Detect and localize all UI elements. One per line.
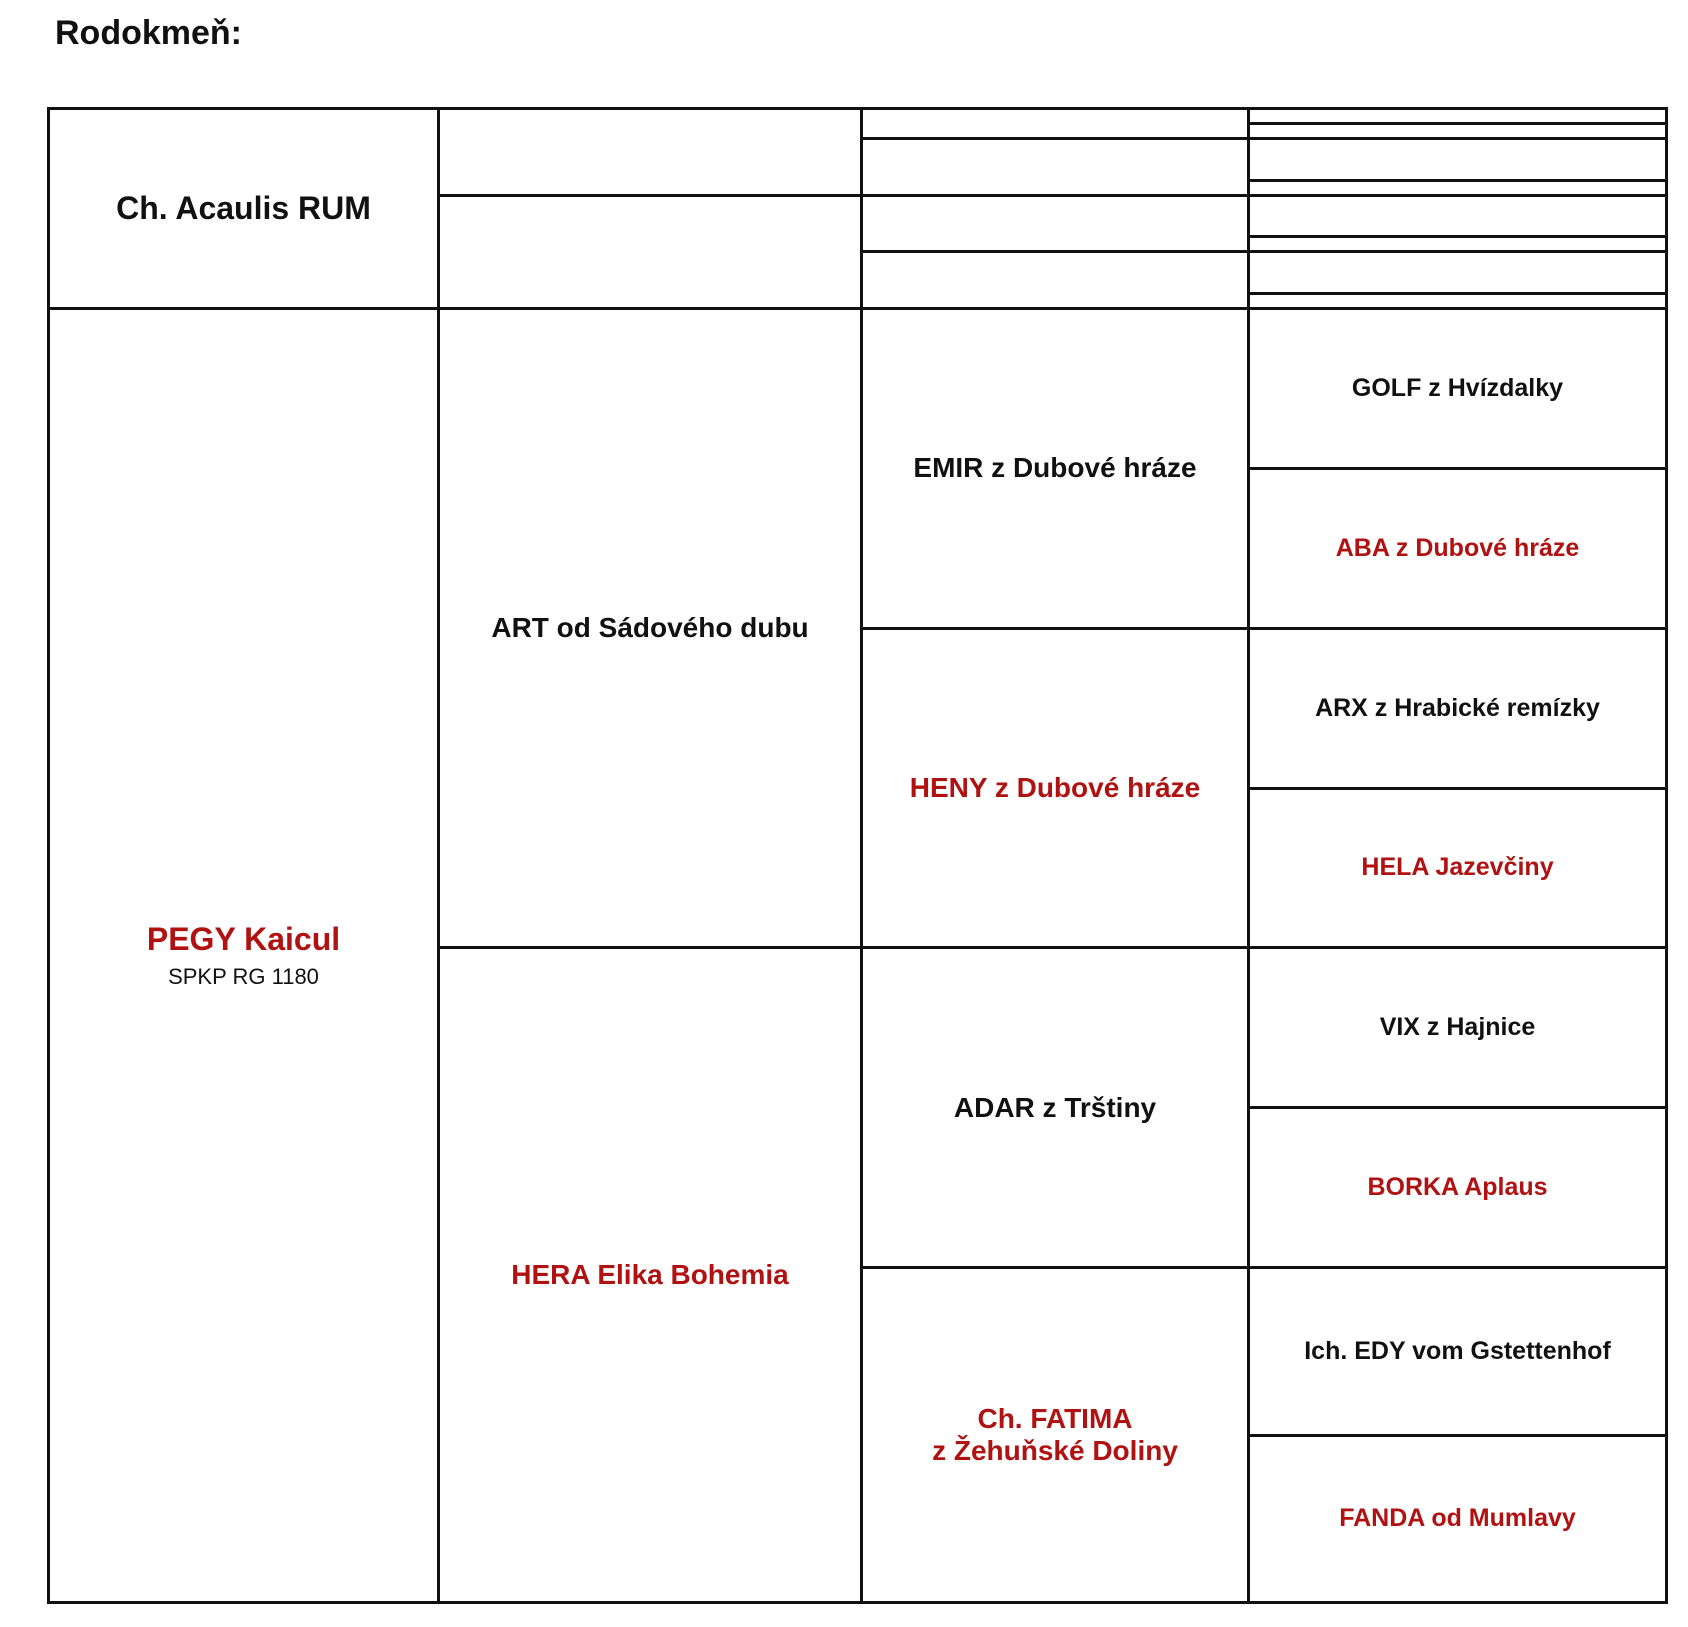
- sire-sds-cell: [1249, 138, 1667, 180]
- sire-dds-cell: [1249, 252, 1667, 294]
- pedigree-table: [47, 107, 1668, 1604]
- sire-dss-cell: [1249, 195, 1667, 237]
- sire-sire-cell: [439, 109, 862, 196]
- dam-sire-dam-name: HENY z Dubové hráze: [909, 772, 1201, 803]
- sire-ssd-cell: [1249, 123, 1667, 138]
- dam-name: PEGY Kaicul: [146, 920, 341, 957]
- dam-sss-name: GOLF z Hvízdalky: [1351, 373, 1564, 402]
- dam-sire-dam-cell: [862, 628, 1249, 948]
- dam-sds-name: ARX z Hrabické remízky: [1315, 693, 1600, 722]
- dam-dam-sire-cell: [862, 948, 1249, 1268]
- dam-sire-sire-cell: [862, 308, 1249, 628]
- sire-ddd-cell: [1249, 293, 1667, 308]
- dam-dsd-cell: [1249, 1108, 1667, 1268]
- dam-dsd-name: BORKA Aplaus: [1367, 1173, 1548, 1202]
- dam-ssd-name: ABA z Dubové hráze: [1335, 533, 1580, 562]
- dam-dam-name: HERA Elika Bohemia: [511, 1259, 789, 1291]
- dam-dss-cell: [1249, 948, 1667, 1108]
- dam-dds-cell: [1249, 1268, 1667, 1435]
- dam-sire-name: ART od Sádového dubu: [491, 612, 809, 644]
- sire-dam-dam-cell: [862, 252, 1249, 309]
- dam-dss-name: VIX z Hajnice: [1379, 1013, 1536, 1042]
- dam-dam-cell: [439, 948, 862, 1603]
- sire-name: Ch. Acaulis RUM: [116, 189, 371, 226]
- sire-dam-cell: [439, 195, 862, 308]
- dam-sdd-name: HELA Jazevčiny: [1361, 853, 1554, 882]
- sire-dsd-cell: [1249, 237, 1667, 252]
- sire-sdd-cell: [1249, 180, 1667, 195]
- dam-dam-dam-name-line1: Ch. FATIMA: [977, 1403, 1133, 1435]
- dam-sds-cell: [1249, 628, 1667, 788]
- page-title: Rodokmeň:: [55, 14, 242, 52]
- sire-sire-sire-cell: [862, 109, 1249, 139]
- sire-cell: [49, 109, 439, 309]
- dam-registration: SPKP RG 1180: [168, 963, 319, 989]
- dam-sdd-cell: [1249, 788, 1667, 948]
- dam-ddd-cell: [1249, 1435, 1667, 1602]
- dam-dam-dam-name-line2: z Žehuňské Doliny: [932, 1435, 1178, 1467]
- dam-dds-name: Ich. EDY vom Gstettenhof: [1304, 1336, 1611, 1365]
- dam-ssd-cell: [1249, 468, 1667, 628]
- dam-sss-cell: [1249, 308, 1667, 468]
- dam-sire-sire-name: EMIR z Dubové hráze: [913, 452, 1197, 484]
- dam-ddd-name: FANDA od Mumlavy: [1339, 1504, 1576, 1533]
- dam-cell: [49, 308, 439, 1602]
- sire-dam-sire-cell: [862, 195, 1249, 252]
- sire-sire-dam-cell: [862, 138, 1249, 195]
- dam-sire-cell: [439, 308, 862, 948]
- sire-sss-cell: [1249, 109, 1667, 124]
- dam-dam-sire-name: ADAR z Trštiny: [953, 1091, 1157, 1123]
- dam-dam-dam-cell: [862, 1268, 1249, 1603]
